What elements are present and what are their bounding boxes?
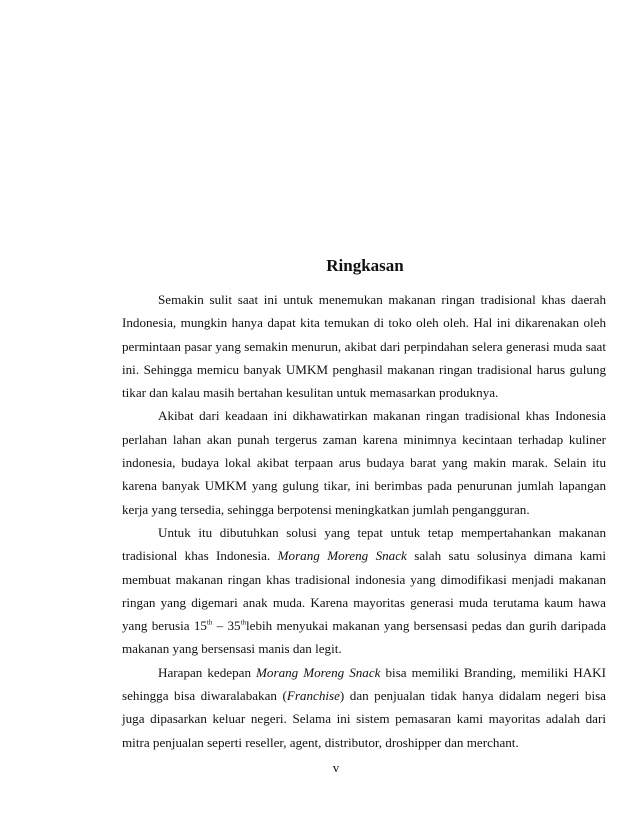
paragraph-text: bisa memiliki Branding, memiliki HAKI sehingga bisa diwaralabakan ( xyxy=(122,664,606,704)
paragraph-text: Harapan kedepan xyxy=(158,664,257,680)
paragraph-text: salah satu solusinya dimana kami membuat makanan ringan khas tradisional indonesia yang dimodifikasi menjadi makanan ringan yang digemari anak muda. Karena mayoritas generasi muda terutama kaum hawa yang berusia 15 xyxy=(122,548,606,634)
summary-paragraph xyxy=(122,288,606,404)
paragraph-text: Semakin sulit saat ini untuk menemukan makanan ringan tradisional khas daerah Indonesia, mungkin hanya dapat kita temukan di toko oleh oleh. Hal ini dikarenakan oleh permintaan pasar yang semakin menurun, akibat dari perpindahan selera generasi muda saat ini. Sehingga memicu banyak UMKM penghasil makanan ringan tradisional harus gulung tikar dan kalau masih bertahan kesulitan untuk memasarkan produknya. xyxy=(122,292,606,401)
page-number: v xyxy=(332,760,340,775)
paragraph-text: – 35 xyxy=(212,618,241,634)
summary-paragraph xyxy=(122,521,606,661)
paragraph-text: ) dan penjualan tidak hanya didalam negeri bisa juga dipasarkan keluar negeri. Selama ini sistem pemasaran kami mayoritas adalah dari mitra penjualan seperti reseller, agent, distributor, droshipper dan merchant. xyxy=(122,688,606,750)
summary-paragraph xyxy=(122,661,606,754)
superscript-text: th xyxy=(206,618,213,627)
italic-text: Morang Moreng Snack xyxy=(277,548,407,564)
page-title: Ringkasan xyxy=(326,256,404,275)
paragraph-text: Akibat dari keadaan ini dikhawatirkan makanan ringan tradisional khas Indonesia perlahan lahan akan punah tergerus zaman karena minimnya kecintaan terhadap kuliner indonesia, budaya lokal akibat terpaan arus budaya barat yang makin marak. Selain itu karena banyak UMKM yang gulung tikar, ini berimbas pada penurunan jumlah lapangan kerja yang tersedia, sehingga berpotensi meningkatkan jumlah pengangguran. xyxy=(122,408,606,517)
italic-text: Franchise xyxy=(286,688,340,704)
summary-paragraph xyxy=(122,404,606,520)
summary-body xyxy=(122,288,606,754)
italic-text: Morang Moreng Snack xyxy=(256,664,381,680)
paragraph-text: lebih menyukai makanan yang bersensasi pedas dan gurih daripada makanan yang bersensasi manis dan legit. xyxy=(122,618,607,657)
paragraph-text: Untuk itu dibutuhkan solusi yang tepat untuk tetap mempertahankan makanan tradisional khas Indonesia. xyxy=(122,524,606,564)
superscript-text: th xyxy=(240,618,247,627)
